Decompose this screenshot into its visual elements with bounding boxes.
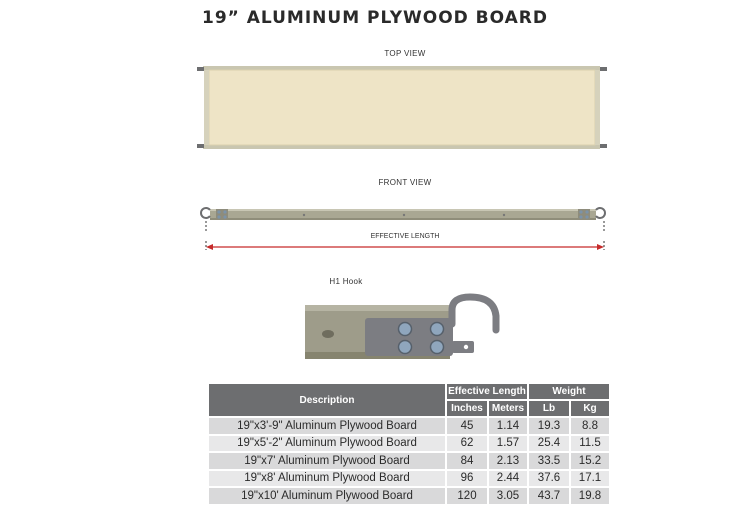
- plywood-deck: [209, 70, 595, 145]
- cell-inches: 62: [447, 436, 487, 452]
- cell-kg: 11.5: [571, 436, 609, 452]
- h1-hook-detail: [305, 297, 496, 359]
- page-title: 19” ALUMINUM PLYWOOD BOARD: [202, 8, 548, 28]
- cell-kg: 19.8: [571, 488, 609, 504]
- cell-lb: 37.6: [529, 471, 569, 487]
- header-inches: Inches: [447, 401, 487, 416]
- hook-bl: [197, 144, 204, 148]
- header-meters: Meters: [489, 401, 527, 416]
- hook-right: [596, 208, 605, 218]
- cell-description: 19"x5'-2" Aluminum Plywood Board: [209, 436, 445, 452]
- hook-caption: H1 Hook: [329, 277, 363, 286]
- front-view-caption: FRONT VIEW: [378, 178, 432, 187]
- cell-lb: 19.3: [529, 418, 569, 434]
- table-row: [209, 453, 609, 469]
- cell-description: 19"x3'-9" Aluminum Plywood Board: [209, 418, 445, 434]
- header-effective-length: Effective Length: [448, 386, 526, 397]
- table-row: [209, 488, 609, 504]
- hook-tl: [197, 67, 204, 71]
- cell-inches: 84: [447, 453, 487, 469]
- hook-tr: [600, 67, 607, 71]
- spec-table: [207, 382, 611, 506]
- cell-meters: 1.57: [489, 436, 527, 452]
- cell-meters: 3.05: [489, 488, 527, 504]
- hook-br: [600, 144, 607, 148]
- front-view-board: [201, 208, 605, 250]
- cell-meters: 2.44: [489, 471, 527, 487]
- cell-inches: 120: [447, 488, 487, 504]
- effective-length-label: EFFECTIVE LENGTH: [205, 233, 605, 240]
- cell-description: 19"x8' Aluminum Plywood Board: [209, 471, 445, 487]
- cell-lb: 25.4: [529, 436, 569, 452]
- header-weight: Weight: [529, 384, 609, 399]
- table-row: [209, 436, 609, 452]
- header-description: Description: [209, 384, 445, 416]
- cell-inches: 96: [447, 471, 487, 487]
- header-lb: Lb: [529, 401, 569, 416]
- top-view-caption: TOP VIEW: [384, 49, 426, 58]
- table-row: [209, 471, 609, 487]
- cell-meters: 1.14: [489, 418, 527, 434]
- cell-kg: 17.1: [571, 471, 609, 487]
- cell-description: 19"x7' Aluminum Plywood Board: [209, 453, 445, 469]
- cell-lb: 33.5: [529, 453, 569, 469]
- cell-kg: 15.2: [571, 453, 609, 469]
- cell-inches: 45: [447, 418, 487, 434]
- cell-meters: 2.13: [489, 453, 527, 469]
- cell-kg: 8.8: [571, 418, 609, 434]
- top-rail: [203, 66, 600, 70]
- header-kg: Kg: [571, 401, 609, 416]
- cell-lb: 43.7: [529, 488, 569, 504]
- hook-left: [201, 208, 210, 218]
- top-view-board: [197, 66, 607, 149]
- table-row: [209, 418, 609, 434]
- cell-description: 19"x10' Aluminum Plywood Board: [209, 488, 445, 504]
- bottom-rail: [203, 145, 600, 149]
